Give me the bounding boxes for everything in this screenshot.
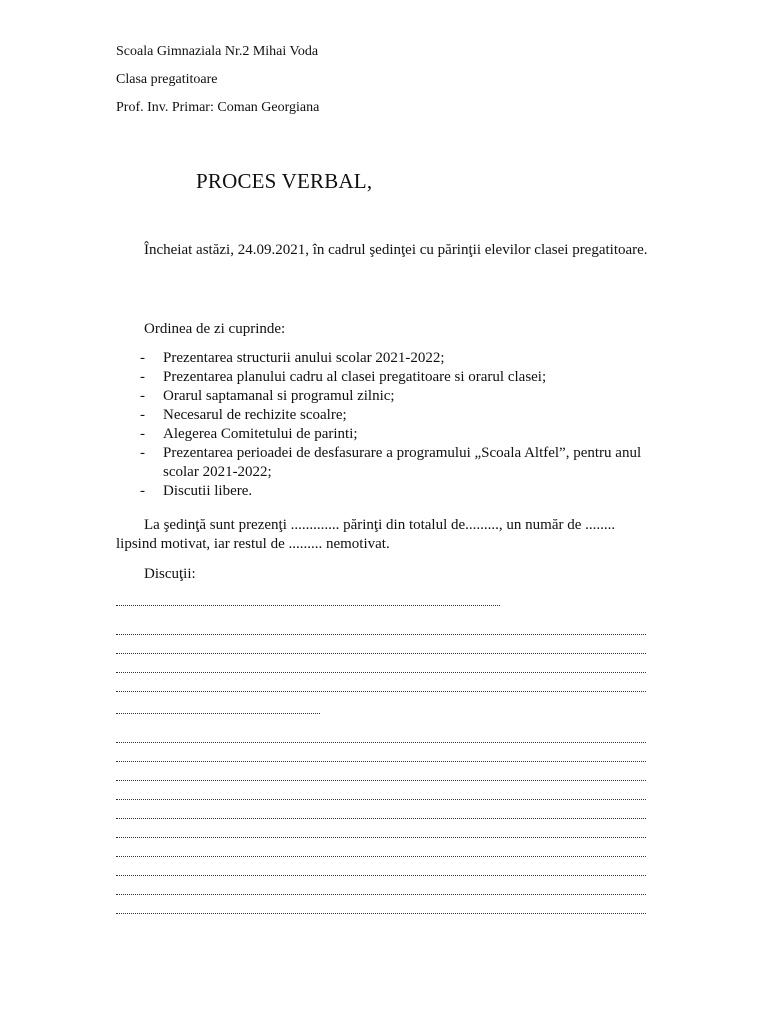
agenda-item: - Discutii libere. — [140, 483, 253, 499]
agenda-item: - Necesarul de rechizite scoalre; — [140, 407, 347, 423]
dotted-line — [116, 778, 646, 781]
agenda-item: - Prezentarea planului cadru al clasei pregatitoare si orarul clasei; — [140, 369, 547, 385]
dotted-line — [116, 835, 646, 838]
dotted-line — [116, 911, 646, 914]
agenda-item: - Prezentarea structurii anului scolar 2021-2022; — [140, 350, 445, 366]
agenda-item: - Alegerea Comitetului de parinti; — [140, 426, 358, 442]
intro-text: Încheiat astăzi, 24.09.2021, în cadrul şedinţei cu părinţii elevilor clasei pregatitoare. — [144, 242, 648, 258]
dotted-line — [116, 689, 646, 692]
dotted-line — [116, 854, 646, 857]
dotted-line — [116, 603, 500, 606]
intro-paragraph — [116, 241, 656, 260]
dotted-line — [116, 797, 646, 800]
dotted-line — [116, 816, 646, 819]
dotted-line — [116, 892, 646, 895]
agenda-item: - Orarul saptamanal si programul zilnic; — [140, 388, 395, 404]
dotted-line — [116, 670, 646, 673]
agenda-list — [116, 349, 656, 501]
attendance-paragraph — [116, 516, 656, 554]
discussion-label: Discuţii: — [144, 566, 196, 582]
dotted-line — [116, 711, 320, 714]
agenda-item: - Prezentarea perioadei de desfasurare a programului „Scoala Altfel”, pentru anul scolar 2021-2022; — [140, 445, 642, 480]
dotted-line — [116, 651, 646, 654]
attendance-text: La şedinţă sunt prezenţi ............. părinţi din totalul de........., un număr de ........ lipsind motivat, iar restul de ......... nemotivat. — [116, 517, 616, 552]
dotted-line — [116, 759, 646, 762]
teacher-name: Prof. Inv. Primar: Coman Georgiana — [116, 100, 320, 115]
dotted-line — [116, 632, 646, 635]
agenda-label: Ordinea de zi cuprinde: — [144, 321, 286, 337]
school-name: Scoala Gimnaziala Nr.2 Mihai Voda — [116, 44, 319, 59]
class-name: Clasa pregatitoare — [116, 72, 218, 87]
dotted-line — [116, 873, 646, 876]
dotted-line — [116, 740, 646, 743]
document-title: PROCES VERBAL, — [196, 169, 373, 193]
